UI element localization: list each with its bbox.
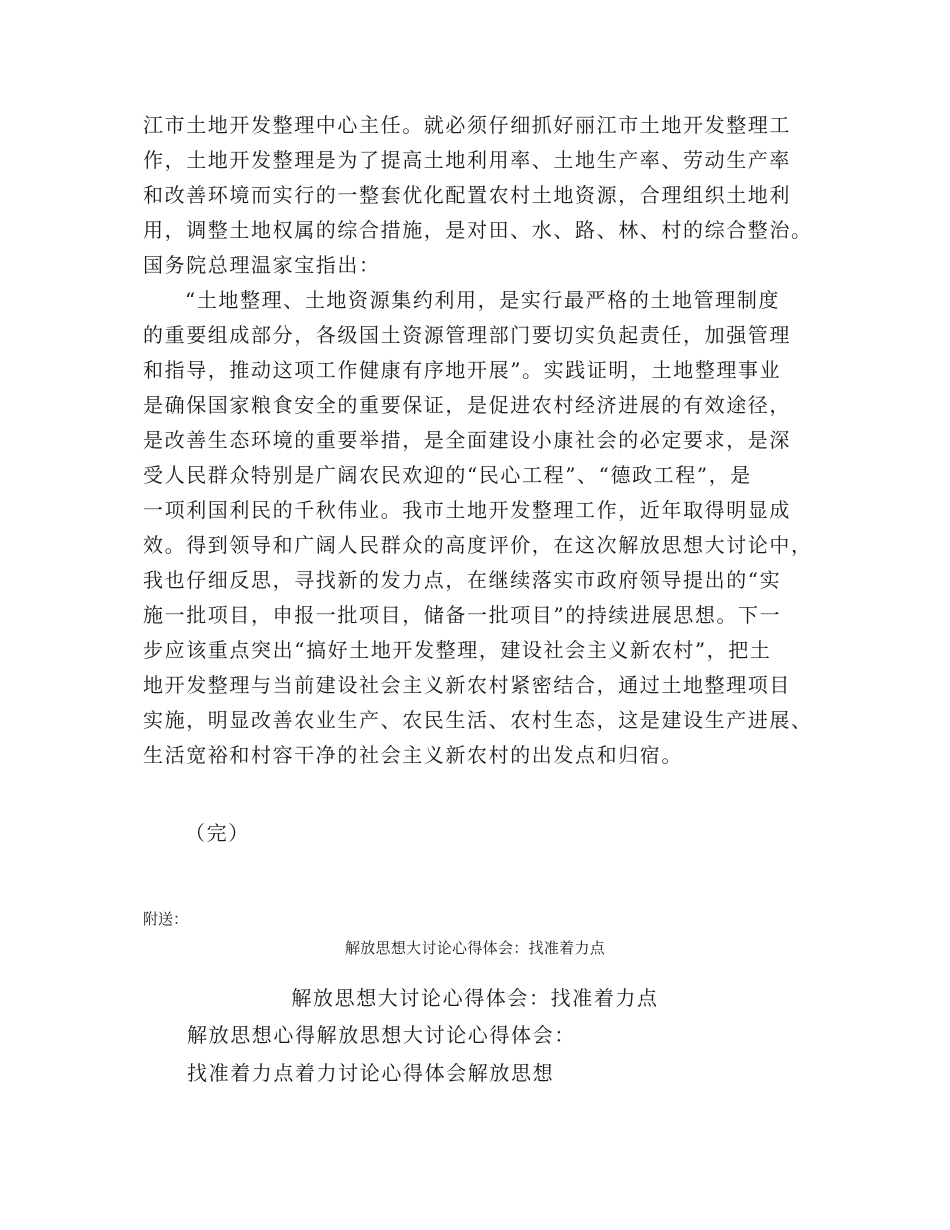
body-line: 用，调整土地权属的综合措施，是对田、水、路、林、村的综合整治。 — [143, 218, 813, 242]
body-line: 和指导，推动这项工作健康有序地开展”。实践证明，土地整理事业 — [143, 358, 782, 382]
appendix-line: 找准着力点着力讨论心得体会解放思想 — [187, 1061, 555, 1085]
body-line: 实施，明显改善农业生产、农民生活、农村生态，这是建设生产进展、 — [143, 708, 813, 732]
appendix-title: 解放思想大讨论心得体会：找准着力点 — [291, 986, 659, 1010]
body-line: 国务院总理温家宝指出： — [143, 253, 381, 277]
body-line: 和改善环境而实行的一整套优化配置农村土地资源，合理组织土地利 — [143, 183, 791, 207]
end-mark: （完） — [185, 821, 250, 845]
body-line: 一项利国利民的千秋伟业。我市土地开发整理工作，近年取得明显成 — [143, 498, 791, 522]
body-line: 效。得到领导和广阔人民群众的高度评价，在这次解放思想大讨论中， — [143, 533, 813, 557]
body-line-indented: “土地整理、土地资源集约利用，是实行最严格的土地管理制度 — [185, 288, 781, 312]
body-line: 的重要组成部分，各级国土资源管理部门要切实负起责任，加强管理 — [143, 323, 791, 347]
body-line: 受人民群众特别是广阔农民欢迎的“民心工程”、“德政工程”，是 — [143, 463, 752, 487]
body-text — [143, 108, 833, 773]
body-line: 是改善生态环境的重要举措，是全面建设小康社会的必定要求，是深 — [143, 428, 791, 452]
body-line: 地开发整理与当前建设社会主义新农村紧密结合，通过土地整理项目 — [143, 673, 791, 697]
appendix-label: 附送： — [143, 910, 189, 928]
body-line: 我也仔细反思，寻找新的发力点，在继续落实市政府领导提出的“实 — [143, 568, 782, 592]
body-line: 江市土地开发整理中心主任。就必须仔细抓好丽江市土地开发整理工 — [143, 113, 791, 137]
body-line: 施一批项目，申报一批项目，储备一批项目”的持续进展思想。下一 — [143, 603, 782, 627]
body-line: 步应该重点突出“搞好土地开发整理，建设社会主义新农村”，把土 — [143, 638, 772, 662]
body-line: 生活宽裕和村容干净的社会主义新农村的出发点和归宿。 — [143, 743, 683, 767]
body-line: 是确保国家粮食安全的重要保证，是促进农村经济进展的有效途径， — [143, 393, 791, 417]
appendix-line: 解放思想心得解放思想大讨论心得体会： — [187, 1023, 576, 1047]
appendix-subtitle: 解放思想大讨论心得体会：找准着力点 — [344, 939, 606, 957]
body-line: 作，土地开发整理是为了提高土地利用率、土地生产率、劳动生产率 — [143, 148, 791, 172]
